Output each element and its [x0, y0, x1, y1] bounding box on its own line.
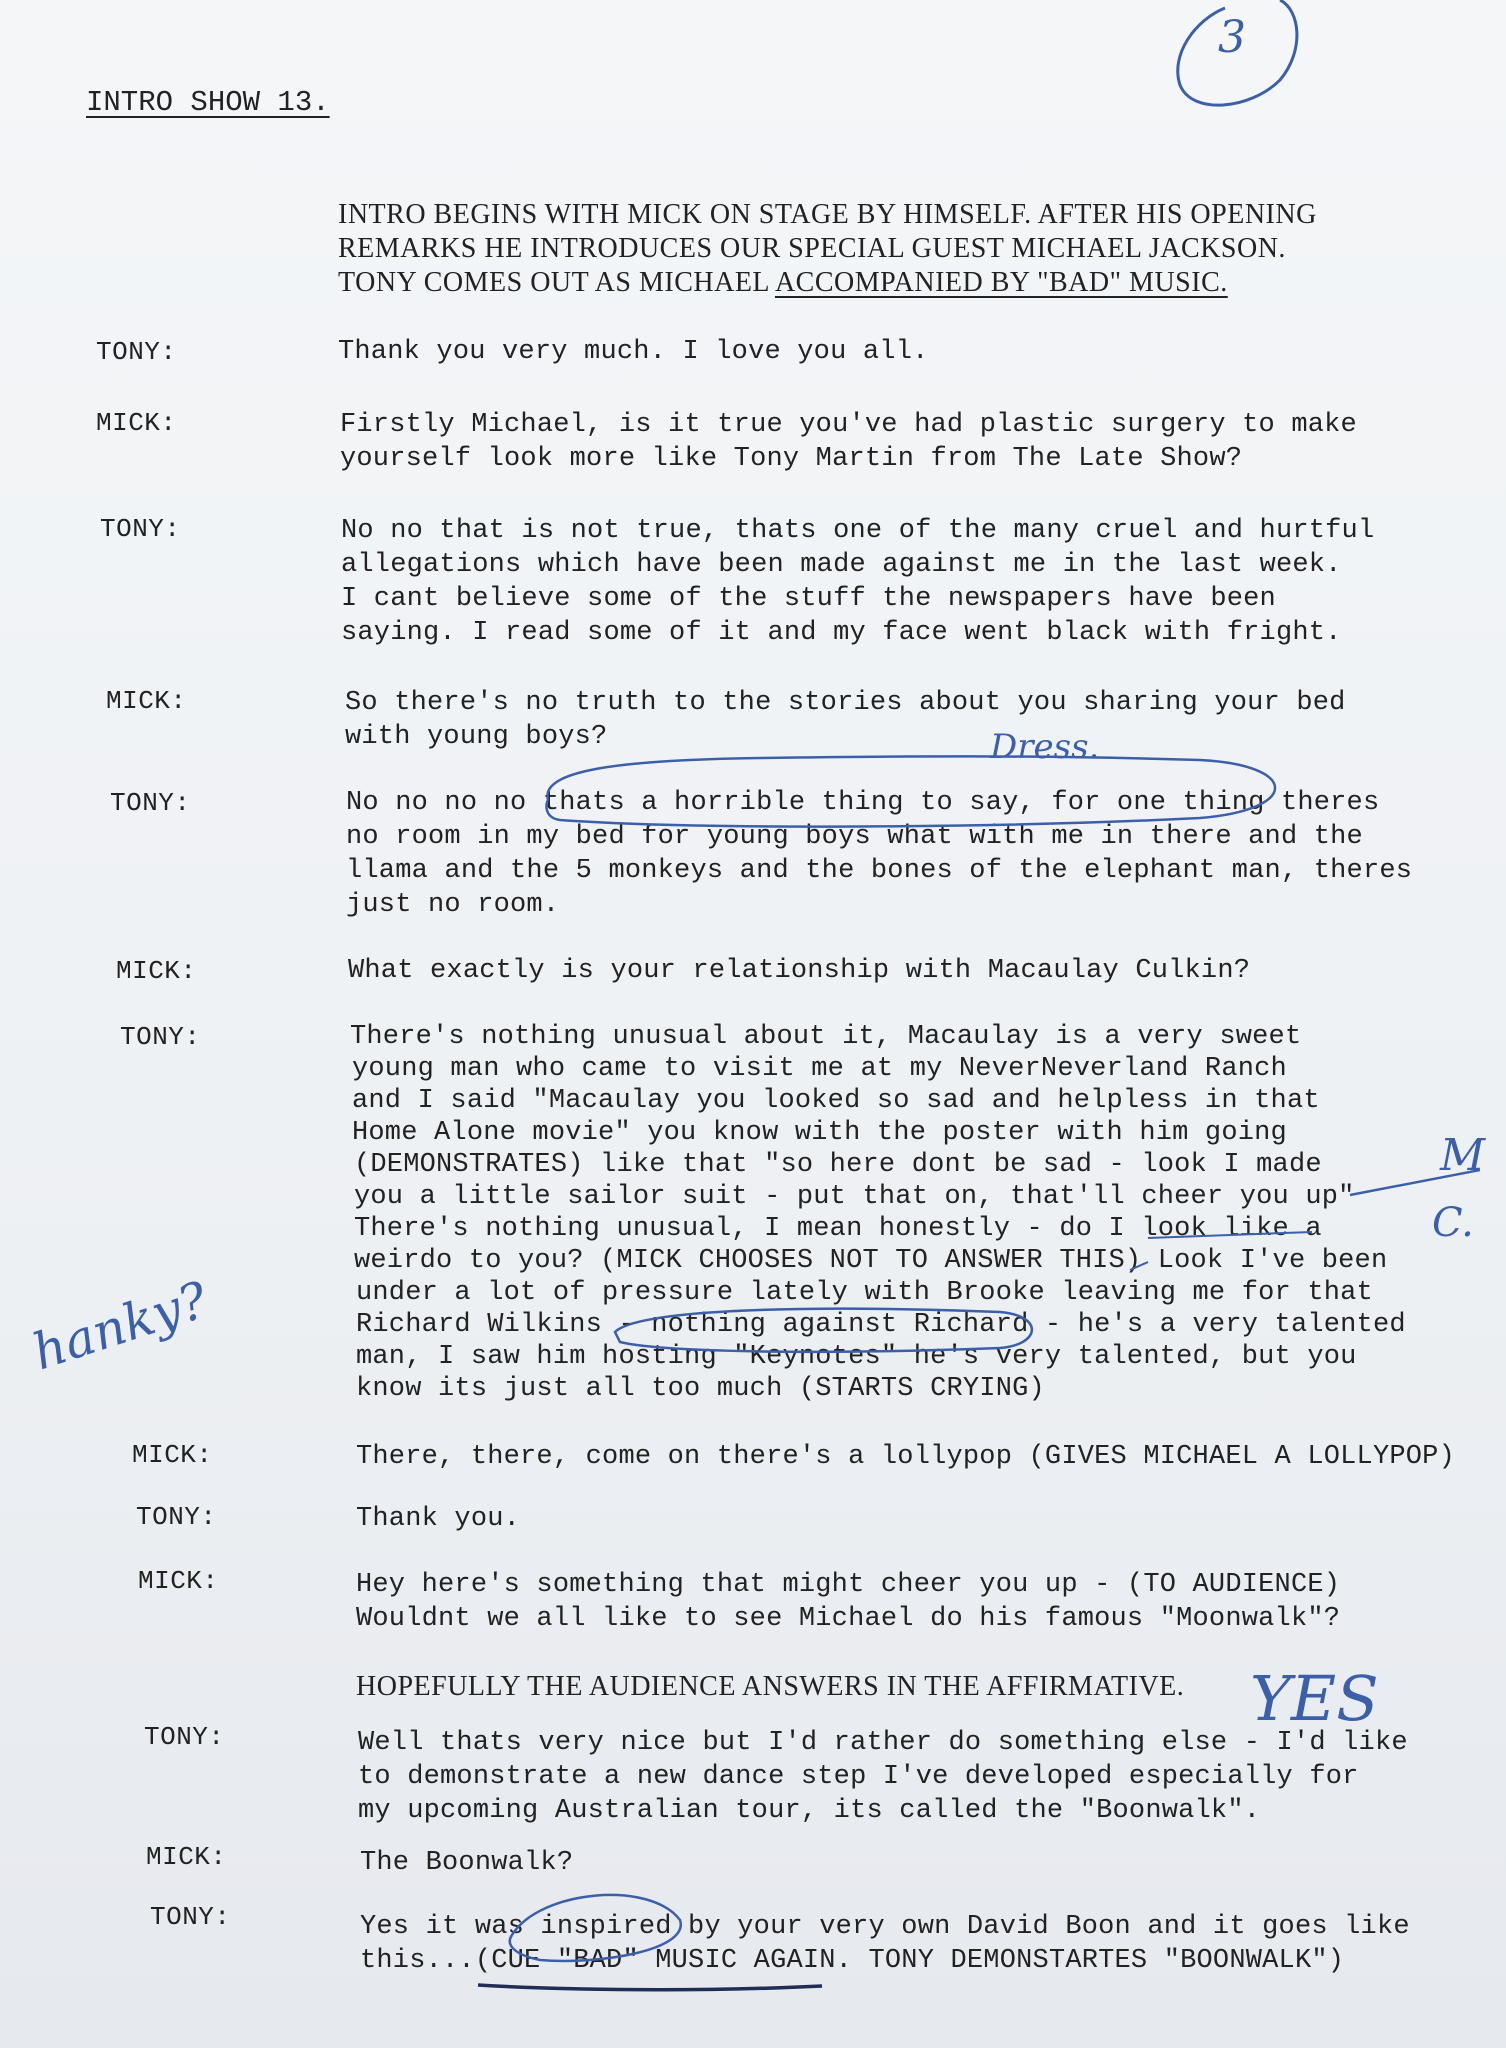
speaker-label: MICK: [132, 1440, 213, 1470]
speaker-label: TONY: [136, 1502, 217, 1532]
speaker-label: TONY: [150, 1902, 231, 1932]
dialogue-line: Thank you. [356, 1504, 521, 1534]
dialogue-line: you a little sailor suit - put that on, that'll cheer you up" [354, 1182, 1355, 1212]
dialogue-line: saying. I read some of it and my face went black with fright. [341, 618, 1342, 648]
dialogue-line: with young boys? [345, 722, 608, 752]
dialogue-line: Thank you very much. I love you all. [338, 337, 929, 367]
dialogue-line: young man who came to visit me at my NeverNeverland Ranch [352, 1054, 1287, 1084]
dialogue-line: know its just all too much (STARTS CRYING) [356, 1374, 1045, 1404]
dialogue-line: Well thats very nice but I'd rather do something else - I'd like [358, 1728, 1408, 1758]
dialogue-line: man, I saw him hosting "Keynotes" he's very talented, but you [356, 1342, 1357, 1372]
dialogue-line: Hey here's something that might cheer you up - (TO AUDIENCE) [356, 1570, 1341, 1600]
speaker-label: MICK: [138, 1566, 219, 1596]
speaker-label: MICK: [96, 408, 177, 438]
speaker-label: TONY: [100, 514, 181, 544]
stage-direction-intro [338, 198, 1317, 300]
dialogue-line: to demonstrate a new dance step I've developed especially for [358, 1762, 1359, 1792]
stage-intro-line-2: REMARKS HE INTRODUCES OUR SPECIAL GUEST MICHAEL JACKSON. [338, 233, 1286, 264]
ink-pointer-line [1350, 1170, 1480, 1195]
speaker-label: TONY: [110, 788, 191, 818]
page-number: 3 [1218, 12, 1246, 63]
note-dress: Dress. [990, 727, 1100, 767]
page-number-circle [1178, 0, 1297, 105]
stage-intro-line-3: TONY COMES OUT AS MICHAEL [338, 267, 775, 298]
speaker-label: MICK: [116, 956, 197, 986]
dialogue-line: no room in my bed for young boys what with me in there and the [346, 822, 1363, 852]
dialogue-line: just no room. [346, 890, 560, 920]
dialogue-line: Firstly Michael, is it true you've had plastic surgery to make [340, 410, 1357, 440]
dialogue-line: I cant believe some of the stuff the newspapers have been [341, 584, 1276, 614]
dialogue-line: and I said "Macaulay you looked so sad and helpless in that [352, 1086, 1320, 1116]
dialogue-line: Richard Wilkins - nothing against Richard - he's a very talented [356, 1310, 1406, 1340]
dialogue-line: my upcoming Australian tour, its called the "Boonwalk". [358, 1796, 1261, 1826]
speaker-label: MICK: [106, 686, 187, 716]
speaker-label: TONY: [96, 337, 177, 367]
dialogue-line: No no that is not true, thats one of the many cruel and hurtful [341, 516, 1375, 546]
dialogue-line: The Boonwalk? [360, 1848, 574, 1878]
dialogue-line: There's nothing unusual, I mean honestly - do I look like a [354, 1214, 1322, 1244]
dialogue-line: There's nothing unusual about it, Macaulay is a very sweet [350, 1022, 1302, 1052]
dialogue-line: allegations which have been made against me in the last week. [341, 550, 1342, 580]
dialogue-line: There, there, come on there's a lollypop (GIVES MICHAEL A LOLLYPOP) [356, 1442, 1455, 1472]
dialogue-line: Home Alone movie" you know with the poster with him going [352, 1118, 1287, 1148]
note-right-2: C. [1432, 1200, 1474, 1246]
speaker-label: TONY: [144, 1722, 225, 1752]
ink-underline [478, 1985, 822, 1990]
note-right-1: M [1440, 1130, 1486, 1181]
dialogue-line: (DEMONSTRATES) like that "so here dont be sad - look I made [354, 1150, 1322, 1180]
note-hanky: hanky? [25, 1270, 215, 1382]
stage-intro-underlined: ACCOMPANIED BY "BAD" MUSIC. [774, 267, 1228, 298]
dialogue-line: under a lot of pressure lately with Brooke leaving me for that [356, 1278, 1373, 1308]
stage-intro-line-1: INTRO BEGINS WITH MICK ON STAGE BY HIMSELF. AFTER HIS OPENING [338, 199, 1317, 230]
dialogue-line: llama and the 5 monkeys and the bones of the elephant man, theres [346, 856, 1413, 886]
dialogue-line: yourself look more like Tony Martin from The Late Show? [340, 444, 1243, 474]
dialogue-line: this...(CUE "BAD" MUSIC AGAIN. TONY DEMONSTARTES "BOONWALK") [360, 1946, 1345, 1976]
dialogue-line: Yes it was inspired by your very own David Boon and it goes like [360, 1912, 1410, 1942]
dialogue-line: What exactly is your relationship with Macaulay Culkin? [348, 956, 1251, 986]
dialogue-line: Wouldnt we all like to see Michael do his famous "Moonwalk"? [356, 1604, 1341, 1634]
dialogue-line: So there's no truth to the stories about you sharing your bed [345, 688, 1346, 718]
speaker-label: TONY: [120, 1022, 201, 1052]
stage-direction: HOPEFULLY THE AUDIENCE ANSWERS IN THE AFFIRMATIVE. [356, 1671, 1185, 1702]
page-title: INTRO SHOW 13. [86, 86, 330, 119]
speaker-label: MICK: [146, 1842, 227, 1872]
dialogue-line: No no no no thats a horrible thing to say, for one thing theres [346, 788, 1380, 818]
dialogue-line: weirdo to you? (MICK CHOOSES NOT TO ANSWER THIS) Look I've been [354, 1246, 1388, 1276]
note-yes: YES [1250, 1662, 1379, 1735]
